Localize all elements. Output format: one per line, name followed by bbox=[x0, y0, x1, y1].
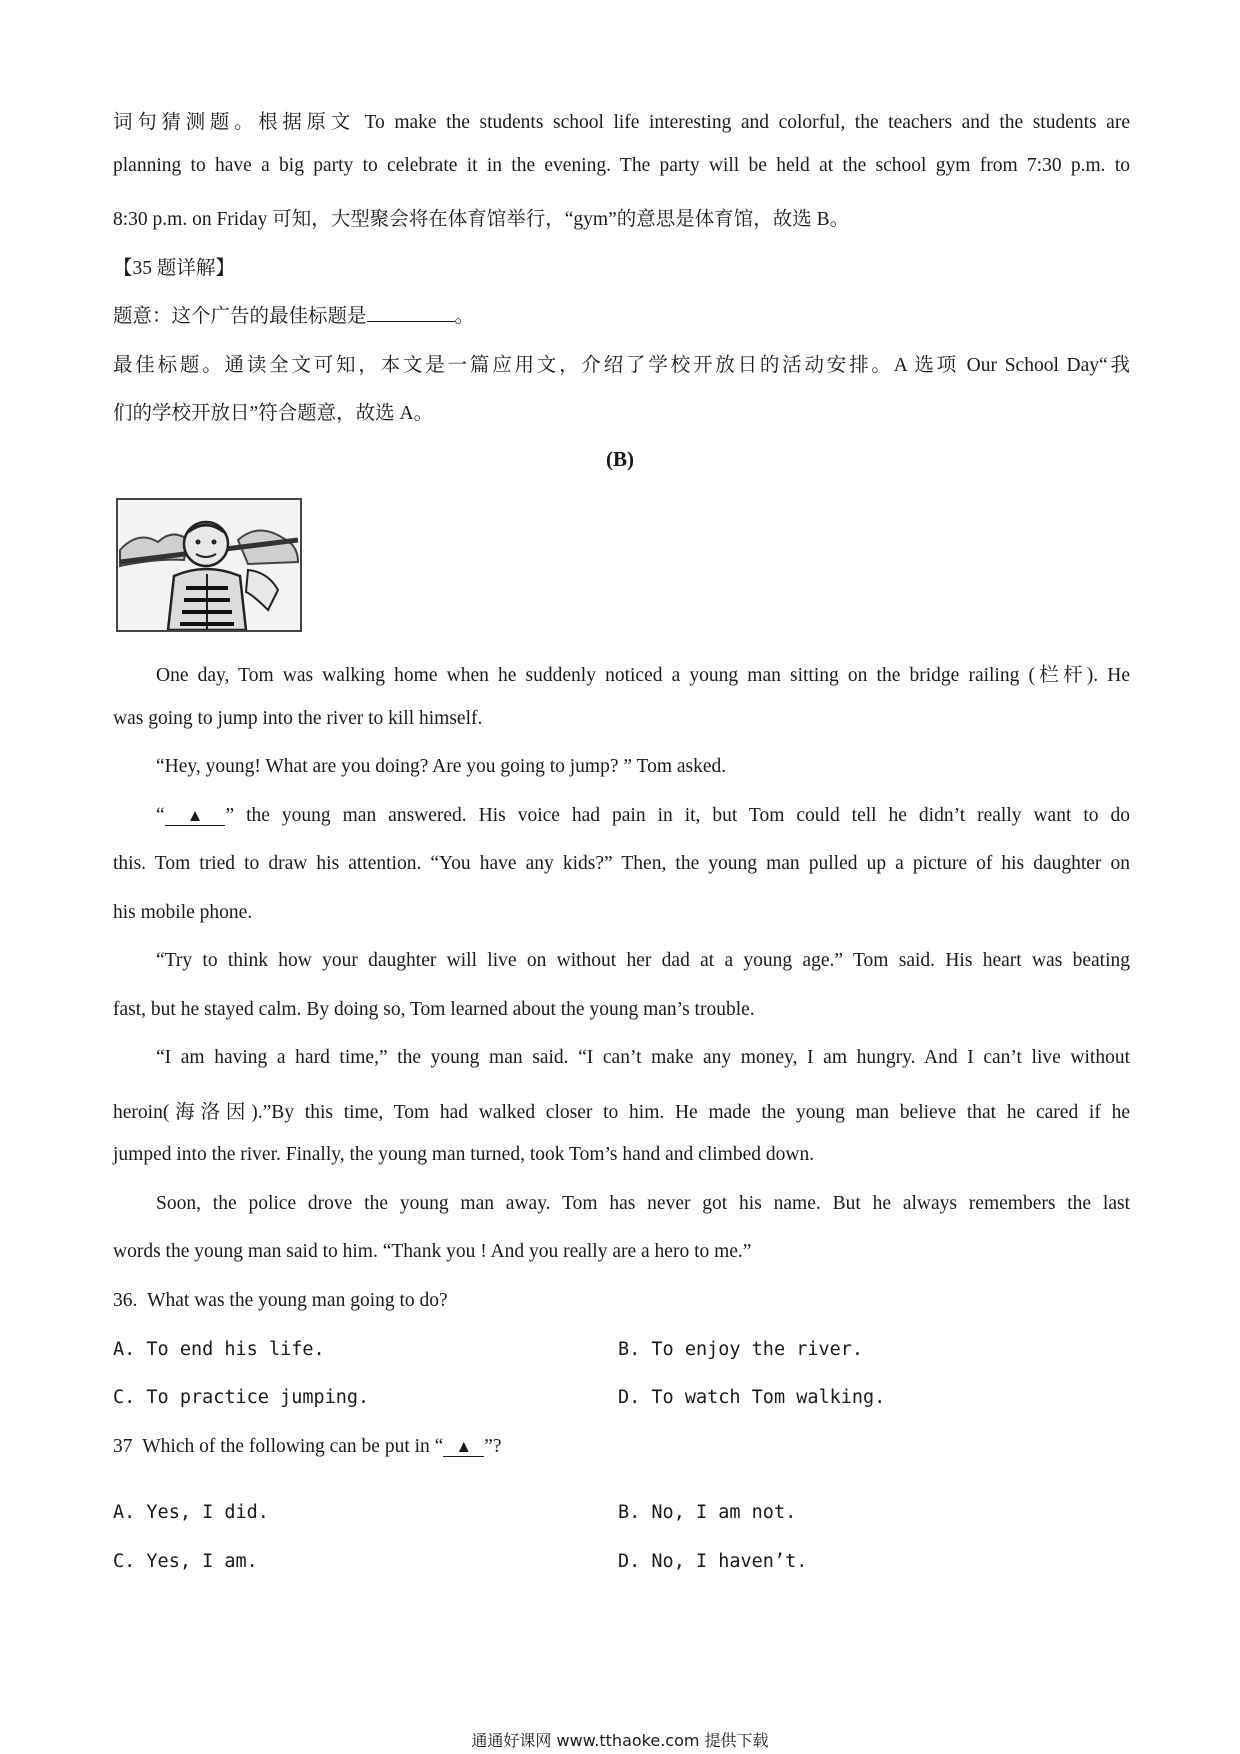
passage-p5-line3: jumped into the river. Finally, the young man turned, took Tom’s hand and climbed down. bbox=[113, 1144, 815, 1165]
option-36-b[interactable] bbox=[618, 1339, 863, 1360]
option-letter: D. bbox=[618, 1387, 641, 1408]
p3-line1-rest: ” the young man answered. His voice had pain in it, but Tom could tell he didn’t really want to do bbox=[225, 805, 1130, 826]
question-suffix: 。 bbox=[454, 306, 475, 327]
passage-p3-line2: this. Tom tried to draw his attention. “You have any kids?” Then, the young man pulled up a picture of his daughter on bbox=[113, 853, 1130, 874]
passage-p6-line2: words the young man said to him. “Thank you ! And you really are a hero to me.” bbox=[113, 1241, 752, 1262]
option-36-c[interactable] bbox=[113, 1387, 369, 1408]
question-prefix: 题意：这个广告的最佳标题是 bbox=[113, 306, 367, 327]
option-letter: B. bbox=[618, 1502, 641, 1523]
option-text: To enjoy the river. bbox=[651, 1339, 864, 1360]
answer-blank bbox=[367, 305, 455, 322]
option-37-b[interactable] bbox=[618, 1502, 796, 1523]
option-text: No, I haven’t. bbox=[651, 1551, 808, 1572]
question-text: What was the young man going to do? bbox=[147, 1290, 448, 1311]
answer-blank-triangle: ▲ bbox=[165, 807, 226, 826]
passage-p4-line1: “Try to think how your daughter will live on without her dad at a young age.” Tom said. His heart was beating bbox=[156, 950, 1130, 971]
option-37-c[interactable] bbox=[113, 1551, 258, 1572]
explanation-34-line2: planning to have a big party to celebrate it in the evening. The party will be held at the school gym from 7:30 p.m. to bbox=[113, 155, 1130, 176]
option-text: Yes, I am. bbox=[146, 1551, 258, 1572]
question-text-prefix: Which of the following can be put in “ bbox=[142, 1436, 444, 1457]
passage-p1-line1: One day, Tom was walking home when he suddenly noticed a young man sitting on the bridge railing (栏杆). He bbox=[156, 665, 1130, 686]
question-37 bbox=[113, 1436, 1130, 1458]
explanation-35-line2: 们的学校开放日”符合题意，故选 A。 bbox=[113, 403, 434, 424]
option-37-a[interactable] bbox=[113, 1502, 269, 1523]
passage-p3-line1 bbox=[156, 805, 1130, 827]
explanation-34-line1: 词句猜测题。根据原文 To make the students school life interesting and colorful, the teachers and the students are bbox=[113, 112, 1130, 133]
question-36 bbox=[113, 1290, 1130, 1312]
answer-blank-triangle: ▲ bbox=[443, 1438, 484, 1457]
passage-p4-line2: fast, but he stayed calm. By doing so, Tom learned about the young man’s trouble. bbox=[113, 999, 755, 1020]
passage-p5-line2: heroin(海洛因).”By this time, Tom had walked closer to him. He made the young man believe that he cared if he bbox=[113, 1102, 1130, 1123]
section-title: (B) bbox=[606, 447, 634, 471]
footer-credit: 通通好课网 www.tthaoke.com 提供下载 bbox=[471, 1731, 769, 1750]
question-number: 37 bbox=[113, 1436, 133, 1457]
cartoon-man-carrying-pole-icon bbox=[118, 500, 300, 630]
passage-p3-line3: his mobile phone. bbox=[113, 902, 253, 923]
passage-p1-line2: was going to jump into the river to kill himself. bbox=[113, 708, 483, 729]
question-text-suffix: ”? bbox=[484, 1436, 502, 1457]
passage-p2: “Hey, young! What are you doing? Are you going to jump? ” Tom asked. bbox=[156, 756, 727, 777]
option-letter: A. bbox=[113, 1339, 136, 1360]
explanation-35-heading: 【35 题详解】 bbox=[113, 258, 235, 279]
open-quote: “ bbox=[156, 805, 165, 826]
option-text: To end his life. bbox=[146, 1339, 325, 1360]
explanation-35-question bbox=[113, 300, 1130, 328]
option-text: To watch Tom walking. bbox=[651, 1387, 886, 1408]
option-36-d[interactable] bbox=[618, 1387, 885, 1408]
option-text: No, I am not. bbox=[651, 1502, 797, 1523]
illustration bbox=[116, 498, 302, 632]
explanation-35-line1: 最佳标题。通读全文可知，本文是一篇应用文，介绍了学校开放日的活动安排。A 选项 Our School Day“我 bbox=[113, 355, 1130, 376]
option-text: To practice jumping. bbox=[146, 1387, 370, 1408]
option-letter: A. bbox=[113, 1502, 136, 1523]
option-text: Yes, I did. bbox=[146, 1502, 269, 1523]
option-letter: C. bbox=[113, 1551, 136, 1572]
option-letter: C. bbox=[113, 1387, 136, 1408]
question-number: 36. bbox=[113, 1290, 138, 1311]
passage-p5-line1: “I am having a hard time,” the young man said. “I can’t make any money, I am hungry. And I can’t live without bbox=[156, 1047, 1130, 1068]
option-36-a[interactable] bbox=[113, 1339, 325, 1360]
explanation-34-line3: 8:30 p.m. on Friday 可知，大型聚会将在体育馆举行，“gym”的意思是体育馆，故选 B。 bbox=[113, 209, 850, 230]
passage-p6-line1: Soon, the police drove the young man away. Tom has never got his name. But he always remembers the last bbox=[156, 1193, 1130, 1214]
option-37-d[interactable] bbox=[618, 1551, 807, 1572]
option-letter: B. bbox=[618, 1339, 641, 1360]
option-letter: D. bbox=[618, 1551, 641, 1572]
